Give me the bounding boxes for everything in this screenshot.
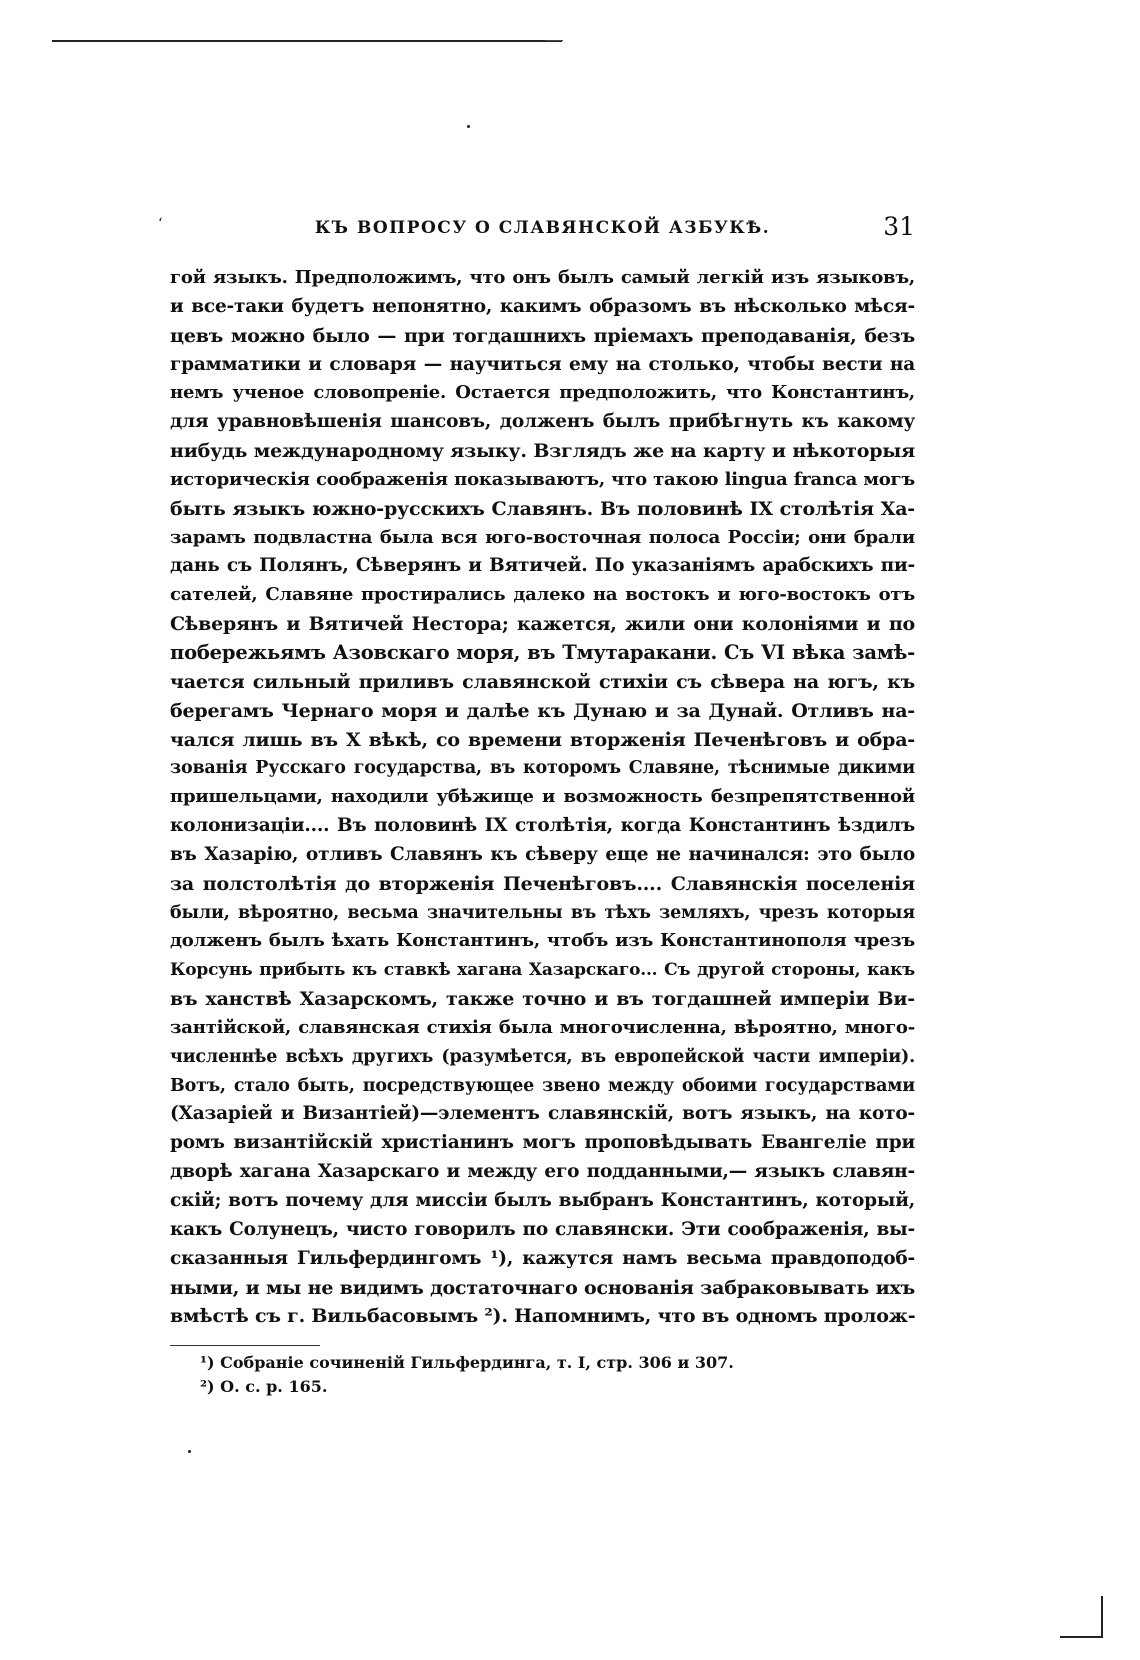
crop-mark	[1101, 1596, 1103, 1636]
text-line: и все-таки будетъ непонятно, какимъ образомъ въ нѣсколько мѣся-	[170, 295, 915, 317]
text-line: долженъ былъ ѣхать Константинъ, чтобъ изъ Константинополя чрезъ	[170, 930, 915, 952]
text-line: ромъ византійскій христіанинъ могъ проповѣдывать Евангеліе при	[170, 1132, 915, 1154]
crop-mark	[1060, 1636, 1103, 1638]
running-header	[158, 212, 915, 242]
text-line: побережьямъ Азовскаго моря, въ Тмутаракани. Съ VI вѣка замѣ-	[170, 640, 915, 664]
text-line: Сѣверянъ и Вятичей Нестора; кажется, жили они колоніями и по	[170, 613, 915, 636]
text-line: чается сильный приливъ славянской стихіи съ сѣвера на югъ, къ	[170, 670, 915, 693]
text-line: немъ ученое словопреніе. Остается предположить, что Константинъ,	[170, 382, 915, 404]
text-line: скій; вотъ почему для миссіи былъ выбранъ Константинъ, который,	[170, 1190, 915, 1211]
text-line: въ Хазарію, отливъ Славянъ къ сѣверу еще не начинался: это было	[170, 843, 915, 865]
text-line: быть языкъ южно-русскихъ Славянъ. Въ половинѣ IX столѣтія Ха-	[170, 497, 915, 520]
text-line: вмѣстѣ съ г. Вильбасовымъ ²). Напомнимъ, что въ одномъ пролож-	[170, 1305, 916, 1328]
text-line: сказанныя Гильфердингомъ ¹), кажутся намъ весьма правдоподоб-	[170, 1247, 915, 1269]
text-line: за полстолѣтія до вторженія Печенѣговъ.... Славянскія поселенія	[170, 872, 915, 895]
body-text	[170, 264, 915, 1331]
text-line: зованія Русскаго государства, въ которомъ Славяне, тѣснимые дикими	[170, 758, 915, 779]
text-line: чался лишь въ X вѣкѣ, со времени вторженія Печенѣговъ и обра-	[170, 728, 915, 751]
top-scan-rule	[52, 40, 562, 42]
text-line: зарамъ подвластна была вся юго-восточная полоса Россіи; они брали	[170, 526, 915, 548]
running-title: КЪ ВОПРОСУ О СЛАВЯНСКОЙ АЗБУКѢ.	[314, 218, 771, 238]
scan-speck	[188, 1450, 191, 1453]
text-line: численнѣе всѣхъ другихъ (разумѣется, въ европейской части имперіи).	[170, 1046, 915, 1067]
top-scan-rule-fragment	[545, 40, 563, 41]
text-line: Корсунь прибыть къ ставкѣ хагана Хазарскаго... Съ другой стороны, какъ	[170, 960, 915, 981]
page-number: 31	[883, 212, 915, 241]
footnotes	[200, 1351, 900, 1399]
text-line: дань съ Полянъ, Сѣверянъ и Вятичей. По указаніямъ арабскихъ пи-	[170, 555, 915, 577]
text-line: зантійской, славянская стихія была многочисленна, вѣроятно, много-	[170, 1016, 915, 1038]
text-line: берегамъ Чернаго моря и далѣе къ Дунаю и за Дунай. Отливъ на-	[170, 699, 915, 722]
footnote: ²) О. с. р. 165.	[200, 1377, 328, 1396]
text-line: грамматики и словаря — научиться ему на столько, чтобы вести на	[170, 353, 915, 375]
footnote: ¹) Собраніе сочиненій Гильфердинга, т. I, стр. 306 и 307.	[200, 1353, 734, 1372]
scan-speck	[467, 125, 470, 128]
text-line: ными, и мы не видимъ достаточнаго основанія забраковывать ихъ	[170, 1276, 915, 1299]
header-mark: ‘	[158, 216, 163, 232]
text-line: колонизаціи.... Въ половинѣ IX столѣтія, когда Константинъ ѣздилъ	[170, 815, 915, 837]
text-line: были, вѣроятно, весьма значительны въ тѣхъ земляхъ, чрезъ которыя	[170, 902, 915, 923]
text-line: Вотъ, стало быть, посредствующее звено между обоими государствами	[170, 1075, 915, 1096]
text-line: пришельцами, находили убѣжище и возможность безпрепятственной	[170, 786, 915, 808]
text-line: для уравновѣшенія шансовъ, долженъ былъ прибѣгнуть къ какому	[170, 411, 915, 433]
text-line: дворѣ хагана Хазарскаго и между его подданными,— языкъ славян-	[170, 1161, 915, 1183]
text-line: нибудь международному языку. Взглядъ же на карту и нѣкоторыя	[170, 440, 915, 463]
text-line: гой языкъ. Предположимъ, что онъ былъ самый легкій изъ языковъ,	[170, 267, 915, 288]
text-line: сателей, Славяне простирались далеко на востокъ и юго-востокъ отъ	[170, 584, 915, 606]
text-line: (Хазаріей и Византіей)—элементъ славянскій, вотъ языкъ, на кото-	[170, 1103, 915, 1125]
text-line: историческія соображенія показываютъ, что такою lingua franca могъ	[170, 468, 915, 490]
text-line: цевъ можно было — при тогдашнихъ пріемахъ преподаванія, безъ	[170, 324, 915, 347]
text-line: въ ханствѣ Хазарскомъ, также точно и въ тогдашней имперіи Ви-	[170, 988, 915, 1011]
text-line: какъ Солунецъ, чисто говорилъ по славянски. Эти соображенія, вы-	[170, 1218, 915, 1240]
footnote-rule	[170, 1345, 320, 1346]
